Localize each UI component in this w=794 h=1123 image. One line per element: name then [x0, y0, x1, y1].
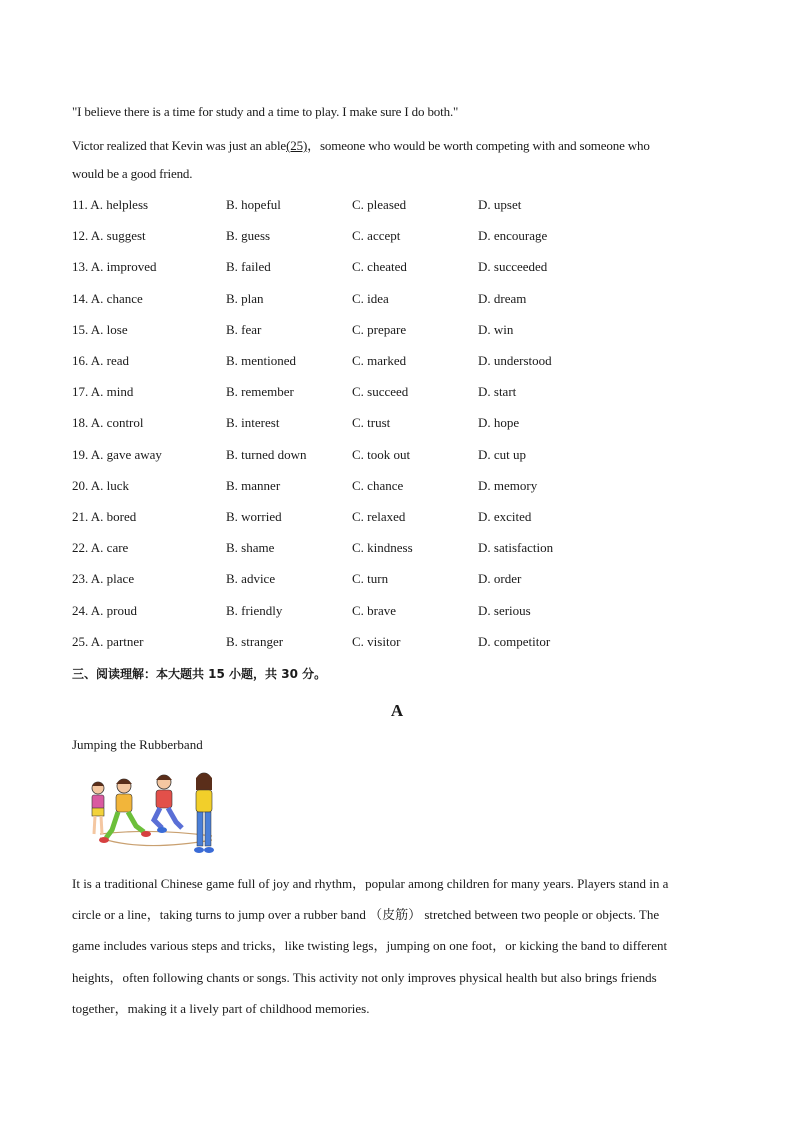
- option-a: 19. A. gave away: [72, 446, 162, 462]
- option-b: B. plan: [226, 290, 264, 306]
- question-row: [72, 228, 722, 248]
- option-c: C. trust: [352, 415, 391, 431]
- option-a: 15. A. lose: [72, 321, 128, 337]
- question-row: [72, 353, 722, 373]
- option-c: C. accept: [352, 228, 401, 244]
- option-d: D. understood: [478, 353, 552, 368]
- question-row: [72, 603, 722, 623]
- option-c: C. turn: [352, 571, 389, 587]
- option-d: D. memory: [478, 477, 538, 493]
- option-b: B. stranger: [226, 633, 284, 649]
- question-row: [72, 415, 722, 435]
- intro-ending: would be a good friend.: [72, 166, 193, 181]
- intro-sentence: [72, 135, 650, 154]
- option-b: B. manner: [226, 477, 281, 493]
- option-d: D. start: [478, 384, 517, 400]
- question-row: [72, 197, 722, 217]
- intro-text-before: Victor realized that Kevin was just an able: [72, 138, 287, 153]
- question-row: [72, 540, 722, 560]
- passage-line: It is a traditional Chinese game full of joy and rhythm，popular among children for many years. Players stand in a: [72, 876, 669, 891]
- passage-line: circle or a line，taking turns to jump over a rubber band （皮筋） stretched between two people or objects. The: [72, 907, 660, 923]
- question-row: [72, 384, 722, 404]
- option-c: C. visitor: [352, 633, 401, 649]
- option-b: B. failed: [226, 259, 271, 275]
- option-a: 14. A. chance: [72, 290, 143, 306]
- option-c: C. kindness: [352, 540, 413, 556]
- option-a: 12. A. suggest: [72, 228, 146, 244]
- passage-line: game includes various steps and tricks，like twisting legs，jumping on one foot，or kicking the band to different: [72, 938, 668, 954]
- question-row: [72, 571, 722, 591]
- option-c: C. pleased: [352, 197, 407, 212]
- option-c: C. prepare: [352, 321, 407, 337]
- option-d: D. competitor: [478, 633, 551, 649]
- option-b: B. advice: [226, 571, 276, 587]
- option-d: D. cut up: [478, 446, 527, 462]
- option-b: B. remember: [226, 384, 294, 400]
- passage-line: together，making it a lively part of childhood memories.: [72, 1000, 370, 1016]
- option-b: B. fear: [226, 321, 262, 337]
- option-d: D. satisfaction: [478, 540, 554, 556]
- section-heading: 三、阅读理解：本大题共 15 小题，共 30 分。: [72, 667, 327, 681]
- question-row: [72, 291, 722, 311]
- option-b: B. hopeful: [226, 197, 281, 212]
- option-a: 18. A. control: [72, 415, 144, 431]
- option-c: C. marked: [352, 353, 407, 368]
- option-c: C. cheated: [352, 259, 407, 275]
- option-b: B. mentioned: [226, 353, 297, 368]
- option-b: B. worried: [226, 509, 282, 524]
- option-b: B. friendly: [226, 602, 283, 618]
- passage-line: heights，often following chants or songs. This activity not only improves physical health but also brings friends: [72, 969, 657, 985]
- option-a: 21. A. bored: [72, 509, 137, 524]
- option-d: D. hope: [478, 415, 520, 431]
- option-b: B. turned down: [226, 446, 307, 462]
- option-b: B. interest: [226, 415, 280, 431]
- option-d: D. upset: [478, 197, 522, 212]
- option-c: C. took out: [352, 446, 411, 462]
- option-d: D. serious: [478, 602, 531, 618]
- option-a: 11. A. helpless: [72, 197, 149, 212]
- option-a: 25. A. partner: [72, 633, 144, 649]
- children-jumping-rubberband-illustration: [82, 768, 222, 860]
- option-d: D. win: [478, 321, 514, 337]
- option-c: C. chance: [352, 477, 404, 493]
- intro-quote: "I believe there is a time for study and a time to play. I make sure I do both.": [72, 104, 459, 119]
- question-row: [72, 509, 722, 529]
- option-b: B. shame: [226, 540, 275, 556]
- option-b: B. guess: [226, 228, 271, 244]
- option-c: C. succeed: [352, 384, 409, 400]
- option-a: 22. A. care: [72, 540, 129, 556]
- option-a: 17. A. mind: [72, 384, 134, 400]
- option-d: D. succeeded: [478, 259, 548, 275]
- option-a: 23. A. place: [72, 571, 135, 587]
- question-row: [72, 478, 722, 498]
- answer-blank: (25): [286, 138, 308, 153]
- option-c: C. idea: [352, 290, 389, 306]
- question-row: [72, 634, 722, 654]
- option-a: 16. A. read: [72, 353, 130, 368]
- question-row: [72, 259, 722, 279]
- option-c: C. brave: [352, 602, 397, 618]
- passage-title: Jumping the Rubberband: [72, 737, 203, 752]
- question-row: [72, 447, 722, 467]
- option-d: D. excited: [478, 509, 532, 524]
- option-d: D. encourage: [478, 228, 548, 244]
- passage-letter: A: [390, 701, 404, 720]
- intro-text-after: ，someone who would be worth competing with and someone who: [307, 138, 650, 153]
- option-a: 24. A. proud: [72, 602, 137, 618]
- question-row: [72, 322, 722, 342]
- option-c: C. relaxed: [352, 509, 406, 524]
- option-a: 13. A. improved: [72, 259, 157, 275]
- option-a: 20. A. luck: [72, 477, 130, 493]
- option-d: D. dream: [478, 290, 527, 306]
- option-d: D. order: [478, 571, 522, 587]
